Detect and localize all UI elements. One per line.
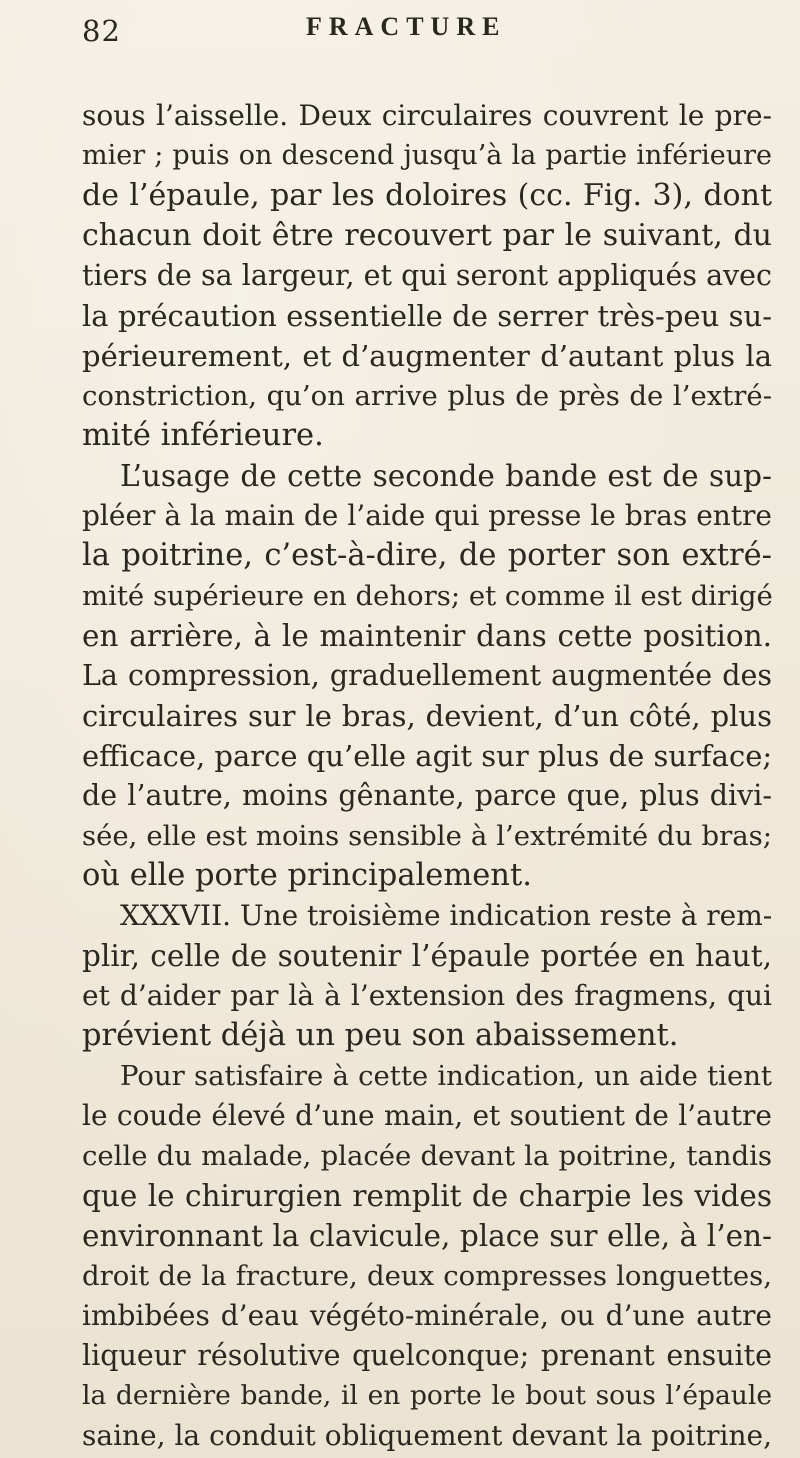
text-line: imbibées d’eau végéto-minérale, ou d’une autre xyxy=(82,1299,772,1332)
text-line: sée, elle est moins sensible à l’extrémité du bras; xyxy=(82,820,772,852)
text-line: mier ; puis on descend jusqu’à la partie inférieure xyxy=(82,140,772,171)
text-line: prévient déjà un peu son abaissement. xyxy=(82,1018,679,1053)
text-line: celle du malade, placée devant la poitrine, tandis xyxy=(82,1140,772,1172)
text-line: circulaires sur le bras, devient, d’un côté, plus xyxy=(82,699,772,733)
text-line: en arrière, à le maintenir dans cette position. xyxy=(82,619,772,653)
text-line: liqueur résolutive quelconque; prenant ensuite xyxy=(82,1339,772,1372)
text-line: sous l’aisselle. Deux circulaires couvrent le pre- xyxy=(82,99,772,132)
text-line: plir, celle de soutenir l’épaule portée en haut, xyxy=(82,939,772,973)
text-line: tiers de sa largeur, et qui seront appliqués avec xyxy=(82,259,772,292)
text-line: efficace, parce qu’elle agit sur plus de surface; xyxy=(82,739,773,773)
text-line: La compression, graduellement augmentée des xyxy=(82,659,772,692)
text-line: droit de la fracture, deux compresses longuettes, xyxy=(82,1260,772,1292)
running-title: FRACTURE xyxy=(306,12,507,41)
text-line: chacun doit être recouvert par le suivant, du xyxy=(82,218,772,253)
text-line: de l’autre, moins gênante, parce que, plus divi- xyxy=(82,779,772,812)
text-line: de l’épaule, par les doloires (cc. Fig. 3), dont xyxy=(82,178,772,213)
text-line: la précaution essentielle de serrer très-peu su- xyxy=(82,299,772,333)
text-line: la poitrine, c’est-à-dire, de porter son extré- xyxy=(82,538,772,573)
running-head xyxy=(0,8,800,52)
text-line: le coude élevé d’une main, et soutient de l’autre xyxy=(82,1099,772,1132)
text-line: L’usage de cette seconde bande est de sup- xyxy=(120,459,772,493)
text-line: saine, la conduit obliquement devant la poitrine, xyxy=(82,1419,772,1452)
text-line: que le chirurgien remplit de charpie les vides xyxy=(82,1179,772,1213)
text-line: mité inférieure. xyxy=(82,418,324,453)
text-line: XXXVII. Une troisième indication reste à rem- xyxy=(120,899,773,932)
text-line: constriction, qu’on arrive plus de près de l’extré- xyxy=(82,380,772,412)
text-line: et d’aider par là à l’extension des fragmens, qui xyxy=(82,979,772,1012)
text-line: Pour satisfaire à cette indication, un aide tient xyxy=(120,1060,772,1092)
text-line: où elle porte principalement. xyxy=(82,858,532,893)
text-line: la dernière bande, il en porte le bout sous l’épaule xyxy=(82,1380,772,1411)
text-line: périeurement, et d’augmenter d’autant plus la xyxy=(82,339,772,373)
text-line: mité supérieure en dehors; et comme il est dirigé xyxy=(82,580,773,612)
text-line: environnant la clavicule, place sur elle, à l’en- xyxy=(82,1219,772,1253)
page-number: 82 xyxy=(82,14,121,48)
text-line: pléer à la main de l’aide qui presse le bras entre xyxy=(82,499,772,532)
